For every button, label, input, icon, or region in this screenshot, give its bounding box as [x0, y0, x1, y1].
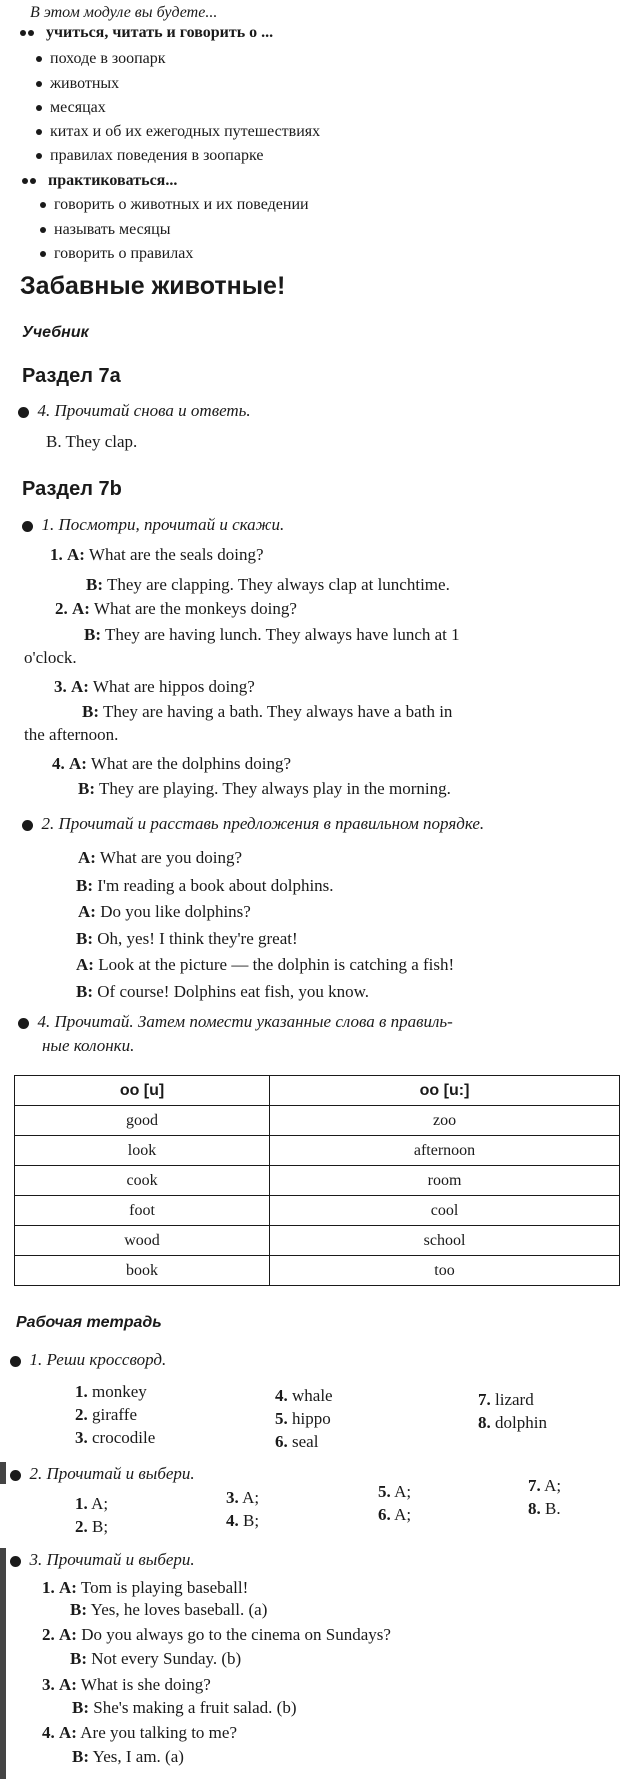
table-cell: afternoon — [270, 1136, 620, 1166]
workbook-title: Рабочая тетрадь — [16, 1314, 162, 1331]
textbook-label: Учебник — [22, 324, 89, 341]
crossword-answer: 7. lizard — [478, 1390, 534, 1409]
table-header-cell: oo [u:] — [270, 1076, 620, 1106]
dialog-line: o'clock. — [24, 648, 77, 667]
dialog-line: A: What are you doing? — [78, 848, 242, 867]
practice-item: называть месяцы — [40, 221, 170, 239]
table-row — [15, 1136, 620, 1166]
task-instruction: 2. Прочитай и расставь предложения в правильном порядке. — [22, 814, 484, 834]
learn-item: животных — [36, 75, 119, 93]
double-bullet-icon — [20, 24, 42, 42]
table-header-row — [15, 1076, 620, 1106]
word-table — [14, 1075, 620, 1286]
dialog-line: B: I'm reading a book about dolphins. — [76, 876, 334, 895]
dialog-line: 3. A: What are hippos doing? — [54, 677, 255, 696]
task-instruction: 4. Прочитай снова и ответь. — [18, 401, 251, 421]
table-cell: cool — [270, 1196, 620, 1226]
crossword-answer: 6. seal — [275, 1432, 319, 1451]
learn-item: месяцах — [36, 99, 106, 117]
task-bullet-icon — [18, 1018, 29, 1029]
choice-answer: 4. B; — [226, 1511, 260, 1530]
task-answer: B. They clap. — [46, 432, 138, 451]
task-instruction: 3. Прочитай и выбери. — [10, 1550, 195, 1570]
choice-answer: 7. A; — [528, 1476, 562, 1495]
dialog-line: A: Look at the picture — the dolphin is catching a fish! — [76, 955, 455, 974]
table-cell: wood — [15, 1226, 270, 1256]
learn-item: походе в зоопарк — [36, 50, 166, 68]
table-row — [15, 1196, 620, 1226]
table-cell: foot — [15, 1196, 270, 1226]
bullet-icon — [36, 56, 42, 62]
dialog-line: B: Of course! Dolphins eat fish, you know. — [76, 982, 370, 1001]
choice-answer: 2. B; — [75, 1517, 109, 1536]
task-instruction: 1. Посмотри, прочитай и скажи. — [22, 515, 284, 535]
choice-answer: 6. A; — [378, 1505, 412, 1524]
crossword-answer: 4. whale — [275, 1386, 333, 1405]
dialog-line: 3. A: What is she doing? — [42, 1675, 211, 1694]
bullet-icon — [36, 105, 42, 111]
dialog-line: 4. A: What are the dolphins doing? — [52, 754, 292, 773]
task-bullet-icon — [10, 1470, 21, 1481]
crossword-answer: 2. giraffe — [75, 1405, 137, 1424]
table-row — [15, 1166, 620, 1196]
task-bullet-icon — [10, 1356, 21, 1367]
intro-title: В этом модуле вы будете... — [30, 4, 218, 21]
learn-item: правилах поведения в зоопарке — [36, 147, 263, 165]
dialog-line: B: Yes, he loves baseball. (a) — [70, 1600, 268, 1619]
table-header-cell: oo [u] — [15, 1076, 270, 1106]
dialog-line: B: Oh, yes! I think they're great! — [76, 929, 298, 948]
choice-answer: 3. A; — [226, 1488, 260, 1507]
table-cell: look — [15, 1136, 270, 1166]
dialog-line: 2. A: What are the monkeys doing? — [55, 599, 297, 618]
table-row — [15, 1226, 620, 1256]
dialog-line: 1. A: What are the seals doing? — [50, 545, 264, 564]
dialog-line: B: They are clapping. They always clap at lunchtime. — [86, 575, 450, 594]
dialog-line: B: Yes, I am. (a) — [72, 1747, 184, 1766]
crossword-answer: 5. hippo — [275, 1409, 331, 1428]
section-7a-title: Раздел 7a — [22, 365, 121, 387]
dialog-line: 2. A: Do you always go to the cinema on Sundays? — [42, 1625, 391, 1644]
dialog-line: B: They are having a bath. They always have a bath in — [82, 702, 453, 721]
bullet-icon — [36, 81, 42, 87]
practice-label-row — [22, 172, 177, 190]
dialog-line: B: They are having lunch. They always have lunch at 1 — [84, 625, 460, 644]
scan-edge-mark — [0, 1462, 6, 1484]
main-title: Забавные животные! — [20, 272, 286, 300]
task-instruction: 1. Реши кроссворд. — [10, 1350, 166, 1370]
table-cell: cook — [15, 1166, 270, 1196]
table-row — [15, 1256, 620, 1286]
practice-item: говорить о правилах — [40, 245, 193, 263]
dialog-line: A: Do you like dolphins? — [78, 902, 251, 921]
table-cell: too — [270, 1256, 620, 1286]
table-cell: good — [15, 1106, 270, 1136]
dialog-line: B: She's making a fruit salad. (b) — [72, 1698, 297, 1717]
dialog-line: 1. A: Tom is playing baseball! — [42, 1578, 249, 1597]
table-cell: school — [270, 1226, 620, 1256]
task-instruction: 2. Прочитай и выбери. — [10, 1464, 195, 1484]
table-cell: zoo — [270, 1106, 620, 1136]
task-bullet-icon — [22, 521, 33, 532]
table-row — [15, 1106, 620, 1136]
bullet-icon — [40, 227, 46, 233]
table-cell: book — [15, 1256, 270, 1286]
bullet-icon — [40, 251, 46, 257]
learn-item: китах и об их ежегодных путешествиях — [36, 123, 320, 141]
double-bullet-icon — [22, 172, 44, 190]
task-bullet-icon — [10, 1556, 21, 1567]
dialog-line: B: They are playing. They always play in the morning. — [78, 779, 451, 798]
task-bullet-icon — [22, 820, 33, 831]
table-cell: room — [270, 1166, 620, 1196]
choice-answer: 1. A; — [75, 1494, 109, 1513]
bullet-icon — [40, 202, 46, 208]
bullet-icon — [36, 153, 42, 159]
crossword-answer: 3. crocodile — [75, 1428, 156, 1447]
learn-label-row — [20, 24, 273, 42]
crossword-answer: 8. dolphin — [478, 1413, 547, 1432]
practice-label: практиковаться... — [48, 172, 178, 189]
learn-label: учиться, читать и говорить о ... — [46, 24, 274, 41]
dialog-line: B: Not every Sunday. (b) — [70, 1649, 242, 1668]
dialog-line: 4. A: Are you talking to me? — [42, 1723, 238, 1742]
dialog-line: the afternoon. — [24, 725, 119, 744]
choice-answer: 5. A; — [378, 1482, 412, 1501]
bullet-icon — [36, 129, 42, 135]
task-bullet-icon — [18, 407, 29, 418]
task-instruction: 4. Прочитай. Затем помести указанные слова в правиль- — [18, 1012, 453, 1032]
task-instruction-cont: ные колонки. — [42, 1036, 135, 1055]
choice-answer: 8. B. — [528, 1499, 561, 1518]
scan-edge-mark — [0, 1548, 6, 1779]
crossword-answer: 1. monkey — [75, 1382, 147, 1401]
practice-item: говорить о животных и их поведении — [40, 196, 309, 214]
section-7b-title: Раздел 7b — [22, 478, 122, 500]
